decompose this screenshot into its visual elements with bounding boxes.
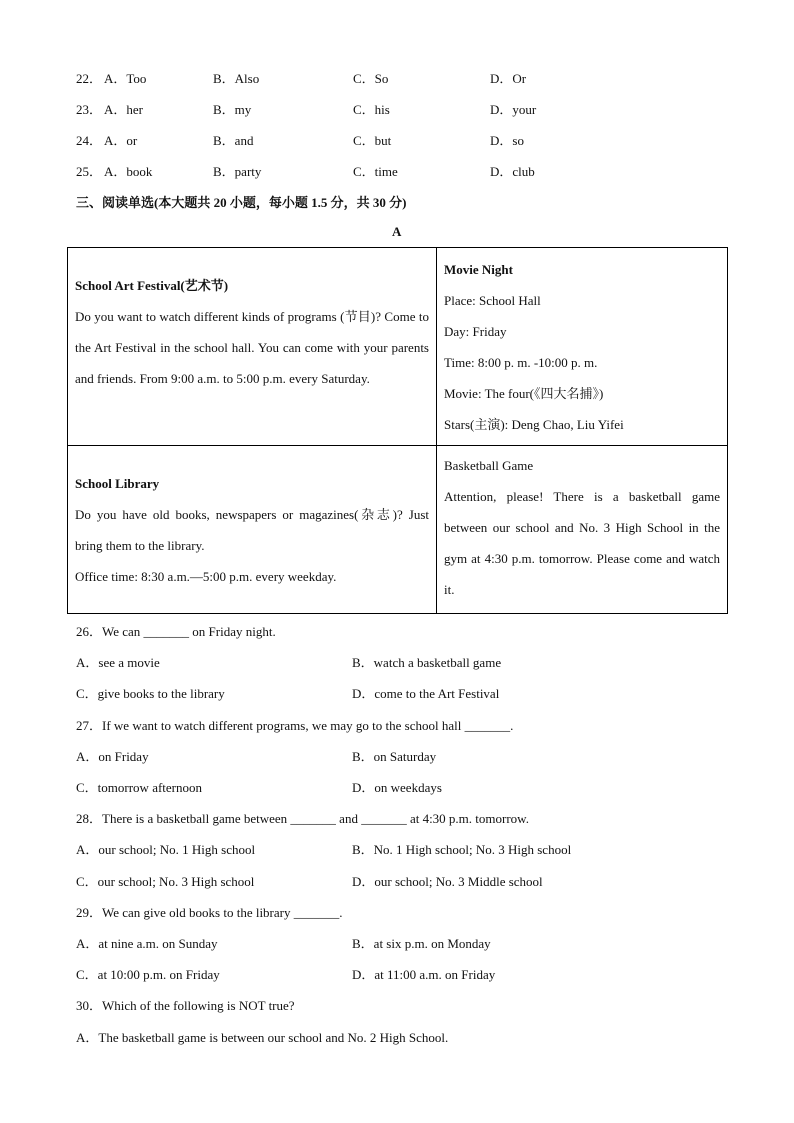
ads-table (67, 247, 728, 614)
option-a: A．see a movie (76, 655, 160, 670)
option-b: B．my (213, 102, 252, 117)
option-c: C．at 10:00 p.m. on Friday (76, 967, 220, 982)
question-stem: 26．We can _______ on Friday night. (76, 624, 276, 639)
cloze-option-row (76, 130, 776, 150)
option-d: D．at 11:00 a.m. on Friday (352, 967, 496, 982)
question-stem: 28．There is a basketball game between _______ and _______ at 4:30 p.m. tomorrow. (76, 811, 529, 826)
question-stem: 29．We can give old books to the library _______. (76, 905, 343, 920)
section-title: 三、阅读单选(本大题共 20 小题，每小题 1.5 分，共 30 分) (76, 195, 407, 210)
option-c: C．tomorrow afternoon (76, 780, 203, 795)
option-b: B．No. 1 High school; No. 3 High school (352, 842, 572, 857)
library-title: School Library (75, 476, 160, 491)
cloze-option-row (76, 99, 776, 119)
library-office-time: Office time: 8:30 a.m.—5:00 p.m. every weekday. (75, 569, 337, 584)
basketball-body: Attention, please! There is a basketball game between our school and No. 3 High School in the gym at 4:30 p.m. tomorrow. Please come and watch it. (444, 489, 720, 597)
art-festival-title: School Art Festival(艺术节) (75, 278, 229, 293)
option-c: C．time (353, 164, 398, 179)
option-d: D．on weekdays (352, 780, 442, 795)
option-c: C．So (353, 71, 389, 86)
option-c: C．but (353, 133, 392, 148)
option-c: C．our school; No. 3 High school (76, 874, 255, 889)
movie-time: Time: 8:00 p. m. -10:00 p. m. (444, 355, 598, 370)
option-b: B．at six p.m. on Monday (352, 936, 491, 951)
question-number: 23． (76, 102, 103, 117)
movie-night-title: Movie Night (444, 262, 513, 277)
passage-letter: A (392, 224, 402, 239)
question-number: 25． (76, 164, 103, 179)
option-d: D．come to the Art Festival (352, 686, 500, 701)
option-a: A．at nine a.m. on Sunday (76, 936, 218, 951)
movie-day: Day: Friday (444, 324, 507, 339)
cloze-option-row (76, 68, 776, 88)
option-a: A．book (104, 164, 153, 179)
option-a: A．our school; No. 1 High school (76, 842, 256, 857)
question-number: 24． (76, 133, 103, 148)
movie-name: Movie: The four(《四大名捕》) (444, 386, 604, 401)
movie-place: Place: School Hall (444, 293, 541, 308)
option-b: B．party (213, 164, 262, 179)
option-d: D．Or (490, 71, 527, 86)
option-b: B．on Saturday (352, 749, 437, 764)
art-festival-cell (68, 248, 437, 446)
basketball-title: Basketball Game (444, 458, 534, 473)
option-d: D．so (490, 133, 524, 148)
option-a: A．or (104, 133, 138, 148)
option-d: D．your (490, 102, 537, 117)
option-d: D．club (490, 164, 535, 179)
option-a: A．Too (104, 71, 147, 86)
movie-stars: Stars(主演): Deng Chao, Liu Yifei (444, 417, 624, 432)
library-cell (68, 446, 437, 614)
option-c: C．his (353, 102, 390, 117)
option-c: C．give books to the library (76, 686, 225, 701)
basketball-cell (437, 446, 728, 614)
movie-night-cell (437, 248, 728, 446)
art-festival-body: Do you want to watch different kinds of programs (节目)? Come to the Art Festival in the school hall. You can come with your parents and friends. From 9:00 a.m. to 5:00 p.m. every Saturday. (75, 309, 429, 386)
cloze-option-row (76, 161, 776, 181)
question-stem: 30．Which of the following is NOT true? (76, 998, 295, 1013)
option-a: A．The basketball game is between our school and No. 2 High School. (76, 1030, 449, 1045)
library-body: Do you have old books, newspapers or magazines(杂志)? Just bring them to the library. (75, 507, 429, 553)
option-d: D．our school; No. 3 Middle school (352, 874, 543, 889)
option-a: A．on Friday (76, 749, 149, 764)
option-a: A．her (104, 102, 143, 117)
question-stem: 27．If we want to watch different programs, we may go to the school hall _______. (76, 718, 514, 733)
option-b: B．watch a basketball game (352, 655, 502, 670)
question-number: 22． (76, 71, 103, 86)
option-b: B．and (213, 133, 254, 148)
option-b: B．Also (213, 71, 260, 86)
